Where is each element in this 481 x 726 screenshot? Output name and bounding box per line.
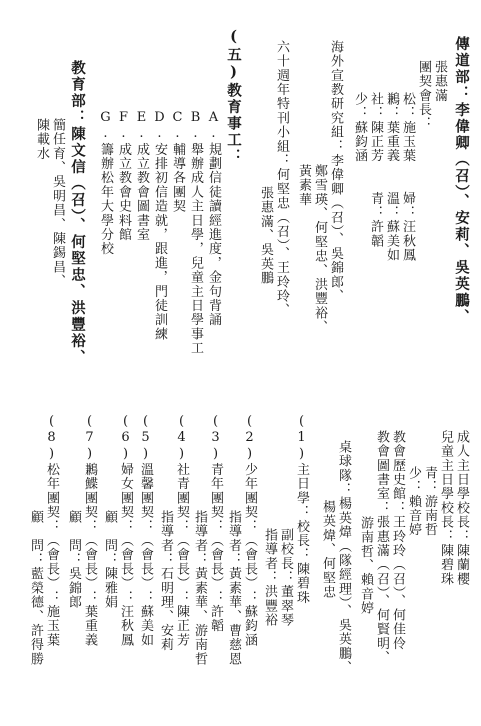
ball-line-2: 楊英煒、何堅忠 bbox=[320, 500, 335, 600]
tuanqi-she-qing: 社：陳正芳 青：許韜 bbox=[368, 92, 383, 249]
item-3-title: (3)青年團契：（會長）：許韜 bbox=[208, 414, 223, 633]
library-line-2: 游南哲、賴音婷 bbox=[358, 516, 373, 616]
edu-title: (五)教育事工： bbox=[225, 28, 242, 165]
ball-line-1: 桌球隊：楊英煒（隊經理）、吳英鵬、 bbox=[336, 440, 351, 675]
item-7-sub: 顧 問：吳錦郎 bbox=[66, 510, 81, 610]
item-6-sub: 顧 問：陳雅娟 bbox=[102, 510, 117, 610]
item-7-title: (7)鶼鰈團契：（會長）：葉重義 bbox=[82, 414, 97, 648]
edu-item-b: B.舉辦成人主日學，兒童主日學事工 bbox=[188, 110, 203, 356]
item-4-sub: 指導者：石明理、安莉 bbox=[158, 510, 173, 652]
tuanqi-lin-wen: 鶼：葉重義 溫：蘇美如 bbox=[384, 92, 399, 263]
item-5-title: (5)溫馨團契：（會長）：蘇美如 bbox=[138, 414, 153, 648]
item-6-title: (6)婦女團契：（會長）：汪秋鳳 bbox=[118, 414, 133, 648]
item-2-sub: 指導者：黃素華、曹慈恩 bbox=[226, 510, 241, 667]
haiwai-line-2: 鄭雪瑛、何堅忠、洪豐裕、 bbox=[312, 164, 327, 335]
item-4-title: (4)社青團契：（會長）：陳正芳 bbox=[174, 414, 189, 648]
item-2-title: (2)少年團契：（會長）：蘇鈞涵 bbox=[242, 414, 257, 648]
tuanqi-head: 團契會長： bbox=[416, 60, 431, 131]
chuandao-line-2: 張惠滿 bbox=[432, 60, 447, 103]
adult-line-4: 少：賴音婷 bbox=[406, 466, 421, 537]
item-8-sub: 顧 問：藍榮德、許得勝 bbox=[28, 510, 43, 667]
edu-item-e: E.成立教會圖書室 bbox=[134, 110, 149, 242]
item-1-sub-1: 副校長：董翠琴 bbox=[278, 528, 293, 628]
tekan-line-1: 六十週年特刊小組：何堅忠（召）、王玲玲、 bbox=[274, 40, 289, 318]
item-1-title: (1)主日學：校長：陳碧珠 bbox=[294, 414, 309, 605]
haiwai-line-3: 黃素華 bbox=[296, 164, 311, 207]
edu-item-f: F.成立教會史料館 bbox=[116, 110, 131, 242]
jiaoyu-line-3: 陳載水 bbox=[34, 118, 49, 161]
chuandao-line-1: 傳道部：李偉卿（召）、安莉、吳英鵬、 bbox=[453, 36, 470, 326]
edu-item-a: A.規劃信徒讀經進度，金句背誦 bbox=[206, 110, 221, 327]
item-1-sub-2: 指導者：洪豐裕 bbox=[262, 528, 277, 628]
adult-line-1: 成人主日學校長：陳蘭櫻 bbox=[454, 430, 469, 587]
haiwai-line-1: 海外宣教研究組：李偉卿（召）、吳錦郎、 bbox=[328, 40, 343, 304]
jiaoyu-line-2: 簡任育、吳明昌、陳錫昌、 bbox=[50, 118, 65, 289]
adult-line-3: 青：游南哲 bbox=[422, 466, 437, 537]
jiaoyu-line-1: 教育部：陳文信（召）、何堅忠、洪豐裕、 bbox=[69, 60, 86, 367]
adult-line-2: 兒童主日學校長：陳碧珠 bbox=[438, 430, 453, 587]
edu-item-c: C.輔導各團契 bbox=[170, 110, 185, 214]
tekan-line-2: 張惠滿、吳英鵬 bbox=[258, 186, 273, 286]
edu-item-g: G.籌辦松年大學分校 bbox=[98, 110, 113, 256]
item-3-sub: 指導者：黃素華、游南哲 bbox=[192, 510, 207, 667]
history-line: 教會歷史館：王玲玲（召）、何佳伶 bbox=[390, 430, 405, 651]
tuanqi-shao: 少：蘇鈞涵 bbox=[352, 92, 367, 163]
item-8-title: (8)松年團契：（會長）：施玉葉 bbox=[44, 414, 59, 648]
library-line-1: 教會圖書室：張惠滿（召）、何賢明、 bbox=[374, 430, 389, 665]
tuanqi-song-funu: 松：施玉葉 婦：汪秋鳳 bbox=[400, 92, 415, 263]
edu-item-d: D.安排初信造就，跟進，門徒訓練 bbox=[152, 110, 167, 342]
